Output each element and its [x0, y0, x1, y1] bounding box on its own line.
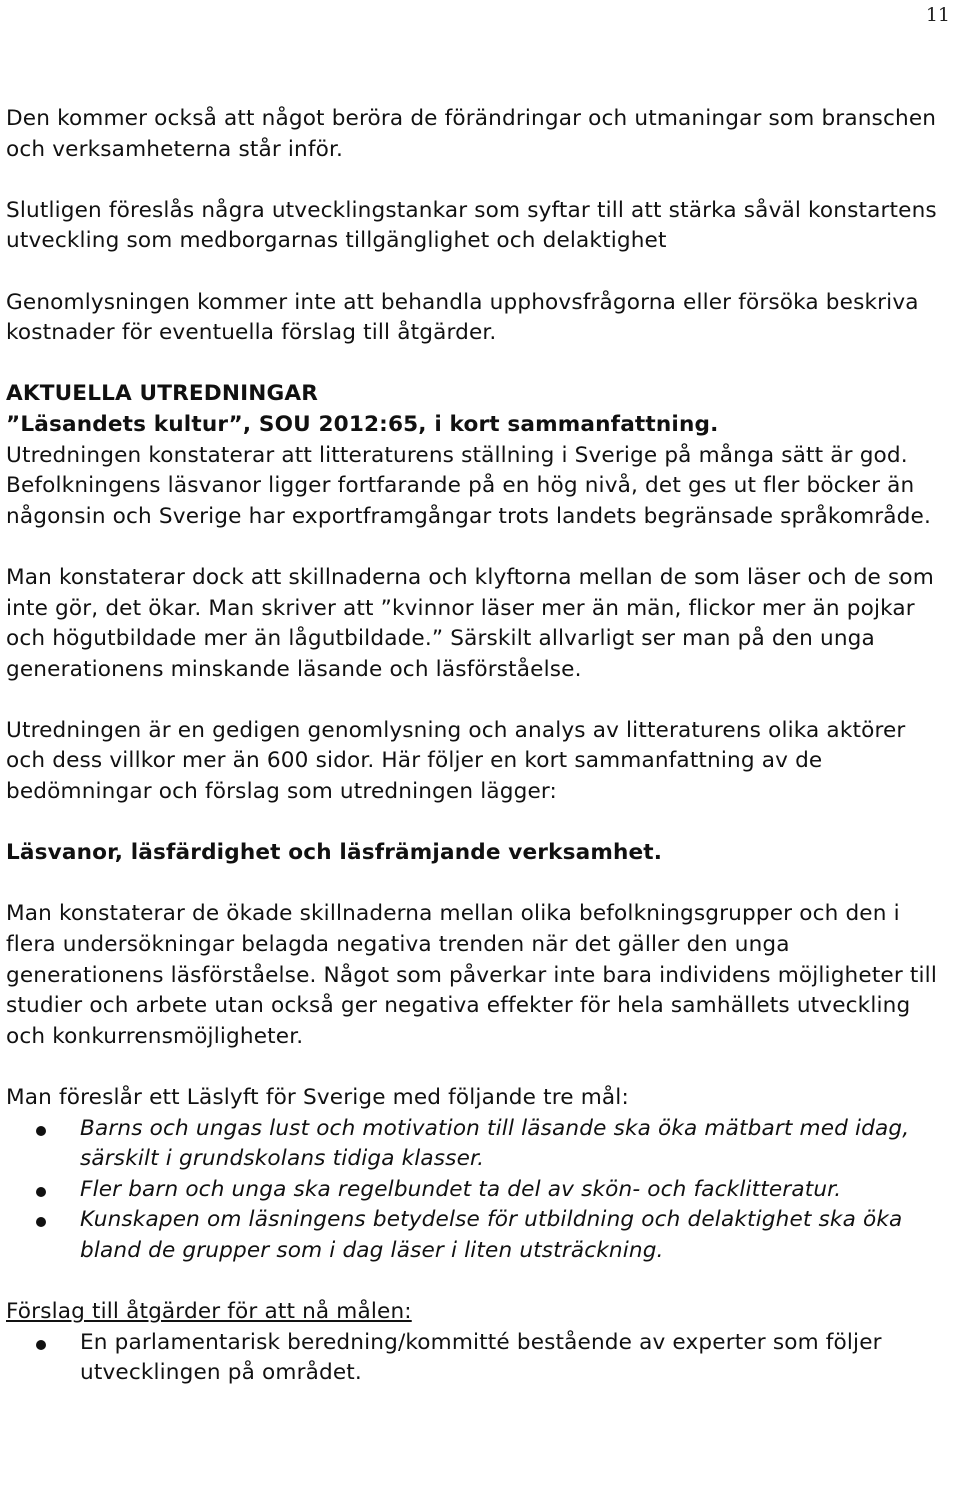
list-item [6, 1328, 950, 1389]
list-item [6, 1114, 950, 1175]
measures-heading: Förslag till åtgärder för att nå målen: [6, 1299, 412, 1325]
page-number: 11 [925, 4, 950, 26]
paragraph: Den kommer också att något beröra de förändringar och utmaningar som branschen och verksamheterna står inför. [6, 106, 937, 162]
section-subheading: ”Läsandets kultur”, SOU 2012:65, i kort sammanfattning. [6, 411, 719, 437]
paragraph: Genomlysningen kommer inte att behandla upphovsfrågorna eller försöka beskriva kostnader för eventuella förslag till åtgärder. [6, 289, 919, 346]
paragraph: Man konstaterar dock att skillnaderna och klyftorna mellan de som läser och de som inte gör, det ökar. Man skriver att ”kvinnor läser mer än män, flickor mer än pojkar och högutbildade mer än lågutbildade.” Särskilt allvarligt ser man på den unga generationens minskande läsande och läsförståelse. [6, 564, 934, 682]
bullet-icon [36, 1187, 46, 1197]
list-item-text: Fler barn och unga ska regelbundet ta del av skön- och facklitteratur. [80, 1176, 842, 1202]
bullet-icon [36, 1340, 46, 1350]
list-item-text: Barns och ungas lust och motivation till läsande ska öka mätbart med idag, särskilt i grundskolans tidiga klasser. [80, 1115, 910, 1172]
list-item-text: Kunskapen om läsningens betydelse för utbildning och delaktighet ska öka bland de grupper som i dag läser i liten utsträckning. [80, 1207, 903, 1263]
document-body [6, 104, 950, 1389]
paragraph: Slutligen föreslås några utvecklingstankar som syftar till att stärka såväl konstartens utveckling som medborgarnas tillgänglighet och delaktighet [6, 197, 937, 254]
goals-list [6, 1114, 950, 1267]
paragraph: Utredningen är en gedigen genomlysning och analys av litteraturens olika aktörer och dess villkor mer än 600 sidor. Här följer en kort sammanfattning av de bedömningar och förslag som utredningen lägger: [6, 717, 906, 805]
section-heading: AKTUELLA UTREDNINGAR [6, 381, 319, 407]
list-item [6, 1205, 950, 1266]
list-item-text: En parlamentarisk beredning/kommitté bestående av experter som följer utvecklingen på området. [80, 1329, 882, 1386]
bullet-icon [36, 1126, 46, 1136]
goals-intro: Man föreslår ett Läslyft för Sverige med följande tre mål: [6, 1085, 629, 1110]
bullet-icon [36, 1217, 46, 1227]
paragraph: Man konstaterar de ökade skillnaderna mellan olika befolkningsgrupper och den i flera undersökningar belagda negativa trenden när det gäller den unga generationens läsförståelse. Något som påverkar inte bara individens möjligheter till studier och arbete utan också ger negativa effekter för hela samhällets utveckling och konkurrensmöjligheter. [6, 901, 937, 1049]
paragraph: Utredningen konstaterar att litteraturens ställning i Sverige på många sätt är god. Befolkningens läsvanor ligger fortfarande på en hög nivå, det ges ut fler böcker än någonsin och Sverige har exportframgångar trots landets begränsade språkområde. [6, 442, 931, 529]
subsection-heading: Läsvanor, läsfärdighet och läsfrämjande verksamhet. [6, 840, 663, 866]
measures-list [6, 1328, 950, 1389]
list-item [6, 1175, 950, 1206]
